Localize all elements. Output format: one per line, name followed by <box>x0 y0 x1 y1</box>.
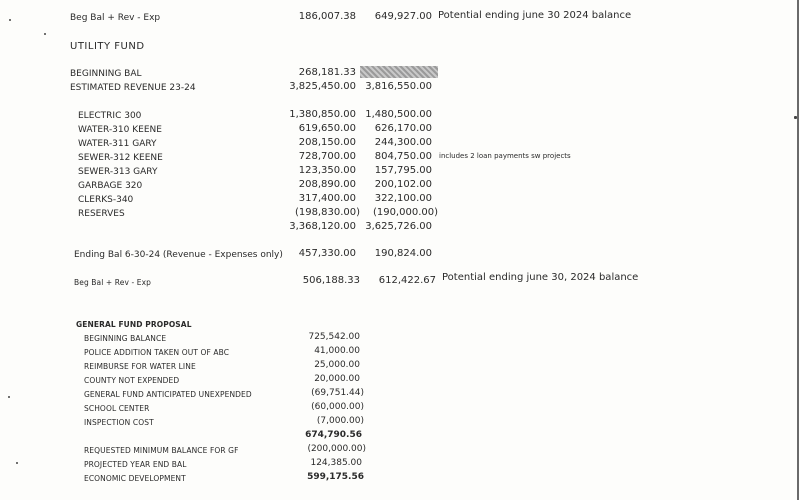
estimated-revenue-label: ESTIMATED REVENUE 23-24 <box>70 83 196 93</box>
utility-bbre-note: Potential ending june 30, 2024 balance <box>442 272 639 283</box>
beginning-bal-col1: 268,181.33 <box>298 67 356 78</box>
total-col2: 3,625,726.00 <box>365 221 432 232</box>
dept-row-col1: 208,150.00 <box>298 137 356 148</box>
dept-row-label: ELECTRIC 300 <box>78 111 142 121</box>
scan-edge <box>797 0 799 500</box>
gf-row-value: (7,000.00) <box>316 416 364 426</box>
dept-row-col2: 1,480,500.00 <box>365 109 432 120</box>
gf-row-value: (60,000.00) <box>311 402 364 412</box>
utility-bbre-col1: 506,188.33 <box>302 275 360 286</box>
ending-bal-label: Ending Bal 6-30-24 (Revenue - Expenses only) <box>74 250 283 260</box>
gf-row-label: POLICE ADDITION TAKEN OUT OF ABC <box>84 348 230 357</box>
scan-speck <box>794 116 797 119</box>
top-bbre-label: Beg Bal + Rev - Exp <box>70 13 161 23</box>
utility-fund-title: UTILITY FUND <box>70 41 145 52</box>
dept-row-label: WATER-310 KEENE <box>78 125 162 135</box>
gf-row-label: INSPECTION COST <box>84 418 154 427</box>
gf-row-label: REQUESTED MINIMUM BALANCE FOR GF <box>84 446 239 455</box>
dept-row-col2: 626,170.00 <box>374 123 432 134</box>
scan-speck <box>16 462 18 464</box>
dept-row-col1: 317,400.00 <box>298 193 356 204</box>
top-bbre-note: Potential ending june 30 2024 balance <box>438 10 632 21</box>
top-bbre-col1: 186,007.38 <box>298 11 356 22</box>
top-bbre-col2: 649,927.00 <box>374 11 432 22</box>
gf-row-label: GENERAL FUND ANTICIPATED UNEXPENDED <box>84 390 252 399</box>
gf-row-label: PROJECTED YEAR END BAL <box>84 460 187 469</box>
gf-row-label: REIMBURSE FOR WATER LINE <box>84 362 196 371</box>
gf-row-label: COUNTY NOT EXPENDED <box>84 376 180 385</box>
gf-row-label: BEGINNING BALANCE <box>84 334 167 343</box>
dept-row-label: RESERVES <box>78 209 125 219</box>
gf-subtotal: 674,790.56 <box>305 430 362 440</box>
dept-row-note: includes 2 loan payments sw projects <box>439 152 571 160</box>
gf-row-label: ECONOMIC DEVELOPMENT <box>84 474 186 483</box>
gf-row-value: 20,000.00 <box>314 374 360 384</box>
gf-row-value: 25,000.00 <box>314 360 360 370</box>
dept-row-col1: 208,890.00 <box>298 179 356 190</box>
estimated-revenue-col1: 3,825,450.00 <box>289 81 356 92</box>
estimated-revenue-col2: 3,816,550.00 <box>365 81 432 92</box>
utility-bbre-label: Beg Bal + Rev - Exp <box>74 278 152 287</box>
gf-row-label: SCHOOL CENTER <box>84 404 150 413</box>
gf-row-value: (69,751.44) <box>311 388 364 398</box>
dept-row-col1: 728,700.00 <box>298 151 356 162</box>
gf-row-value: 599,175.56 <box>307 472 364 482</box>
dept-row-col2: (190,000.00) <box>372 207 438 218</box>
scan-speck <box>44 33 46 35</box>
gf-row-value: (200,000.00) <box>307 444 366 454</box>
scan-speck <box>9 19 11 21</box>
beginning-bal-label: BEGINNING BAL <box>70 69 142 79</box>
dept-row-label: GARBAGE 320 <box>78 181 143 191</box>
dept-row-label: SEWER-313 GARY <box>78 167 158 177</box>
dept-row-col2: 804,750.00 <box>374 151 432 162</box>
dept-row-col2: 244,300.00 <box>374 137 432 148</box>
ending-bal-col1: 457,330.00 <box>298 248 356 259</box>
gf-row-value: 725,542.00 <box>308 332 360 342</box>
dept-row-col2: 157,795.00 <box>374 165 432 176</box>
dept-row-col1: 619,650.00 <box>298 123 356 134</box>
scan-speck <box>8 396 10 398</box>
gf-row-value: 41,000.00 <box>314 346 360 356</box>
ending-bal-col2: 190,824.00 <box>374 248 432 259</box>
utility-bbre-col2: 612,422.67 <box>378 275 436 286</box>
total-col1: 3,368,120.00 <box>289 221 356 232</box>
dept-row-col1: 123,350.00 <box>298 165 356 176</box>
redacted-highlight <box>360 66 438 78</box>
dept-row-col1: (198,830.00) <box>294 207 360 218</box>
dept-row-col2: 322,100.00 <box>374 193 432 204</box>
dept-row-label: WATER-311 GARY <box>78 139 157 149</box>
dept-row-col2: 200,102.00 <box>374 179 432 190</box>
gf-row-value: 124,385.00 <box>310 458 362 468</box>
dept-row-label: CLERKS-340 <box>78 195 134 205</box>
general-fund-title: GENERAL FUND PROPOSAL <box>76 320 192 329</box>
dept-row-col1: 1,380,850.00 <box>289 109 356 120</box>
dept-row-label: SEWER-312 KEENE <box>78 153 163 163</box>
